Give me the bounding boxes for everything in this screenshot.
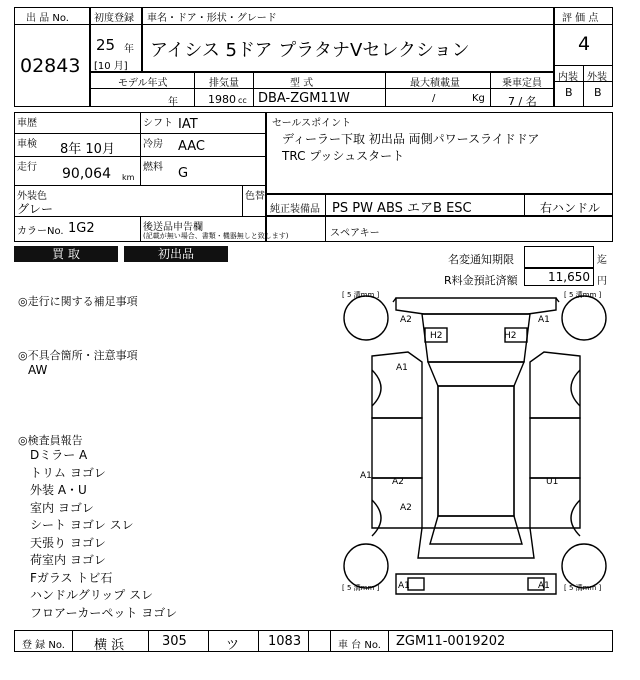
first-reg-month: [10 月]: [94, 61, 128, 72]
inspector-item: 天張り ヨゴレ: [30, 535, 106, 550]
first-reg-year: 25: [96, 36, 116, 54]
rear-bumper: [396, 574, 556, 594]
fuel-value: G: [178, 166, 189, 181]
reg-region: 横 浜: [94, 638, 125, 653]
rear-window: [430, 516, 522, 544]
lot-number: 02843: [20, 55, 81, 77]
grade-label: 評 価 点: [562, 13, 599, 24]
color-no-value: 1G2: [68, 221, 95, 236]
reg-number: 1083: [268, 634, 302, 649]
reg-class: 305: [162, 634, 187, 649]
tire-rear-left: [344, 544, 388, 588]
reg-label: 登 録 No.: [22, 640, 65, 651]
shift-label: シフト: [143, 118, 173, 129]
damage-mark: A1: [538, 581, 550, 591]
recycle-label: R料金預託済額: [444, 274, 518, 287]
inspection-label: 車検: [17, 139, 37, 150]
tire-front-left: [344, 296, 388, 340]
damage-mark: A2: [392, 477, 404, 487]
recycle-value: 11,650: [548, 270, 590, 284]
name-change-label: 名変通知期限: [448, 253, 514, 266]
tab-first-listing[interactable]: 初出品: [124, 246, 228, 262]
damage-mark: A2: [400, 503, 412, 513]
inspector-label: ◎検査員報告: [18, 434, 83, 447]
inspector-item: シート ヨゴレ スレ: [30, 518, 134, 532]
shift-value: IAT: [178, 117, 198, 132]
capacity-value: 7 / 名: [508, 95, 537, 108]
tire-label-tl: [ 5 溝mm ]: [342, 291, 380, 299]
capacity-label: 乗車定員: [502, 78, 542, 89]
inspector-item: ハンドルグリップ スレ: [30, 588, 154, 602]
tailgate: [418, 528, 534, 558]
color-change-label: 色替: [245, 191, 265, 202]
lot-label: 出 品 No.: [26, 13, 69, 24]
interior-grade: B: [565, 86, 573, 99]
vehicle-name: アイシス 5ドア プラタナVセレクション: [150, 40, 470, 61]
displacement-value: 1980: [208, 93, 236, 106]
damage-mark: U1: [546, 477, 559, 487]
left-front-door: [372, 418, 422, 478]
tab-buy[interactable]: 買 取: [14, 246, 118, 262]
tire-front-right: [562, 296, 606, 340]
defects-label: ◎不具合箇所・注意事項: [18, 349, 138, 362]
damage-mark: A1: [538, 315, 550, 325]
type-value: DBA-ZGM11W: [258, 91, 350, 106]
inspector-item: 外装 A・U: [30, 483, 87, 497]
aftermarket-note: (記載が無い場合、書類・機器無しと致します): [143, 232, 289, 240]
damage-mark: A2: [400, 315, 412, 325]
right-front-door: [530, 418, 580, 478]
chassis-label: 車 台 No.: [338, 640, 381, 651]
type-label: 型 式: [290, 78, 314, 89]
damage-mark: A1: [396, 363, 408, 373]
model-year-label: モデル年式: [118, 78, 168, 89]
interior-label: 内装: [558, 72, 578, 83]
fuel-label: 燃料: [143, 162, 163, 173]
car-condition-diagram: [338, 288, 614, 628]
tire-label-tr: [ 5 溝mm ]: [564, 291, 602, 299]
color-no-label: カラーNo.: [17, 226, 64, 237]
chassis-value: ZGM11-0019202: [396, 634, 506, 649]
inspection-value: 8年 10月: [60, 142, 115, 157]
inspector-item: トリム ヨゴレ: [30, 465, 106, 480]
sales-point-label: セールスポイント: [272, 118, 352, 129]
mileage-label: 走行: [17, 162, 37, 173]
max-load-label: 最大積載量: [410, 78, 460, 89]
exterior-grade: B: [594, 86, 602, 99]
mileage-unit: km: [122, 173, 135, 182]
damage-mark: A1: [360, 471, 372, 481]
displacement-unit: cc: [238, 96, 247, 105]
inspector-item: 室内 ヨゴレ: [30, 500, 94, 515]
max-load-unit: Kg: [472, 93, 485, 104]
sales-point-1: ディーラー下取 初出品 両側パワースライドドア: [282, 132, 540, 146]
aftermarket-value: スペアキー: [330, 228, 380, 239]
model-year-unit: 年: [168, 97, 178, 108]
inspector-item: フロアーカーペット ヨゴレ: [30, 605, 178, 620]
inspector-item: Dミラー A: [30, 448, 88, 462]
ac-label: 冷房: [143, 139, 163, 150]
ext-color-value: グレー: [17, 202, 54, 216]
supplement-label: ◎走行に関する補足事項: [18, 295, 138, 308]
damage-mark: H2: [504, 331, 517, 341]
windshield: [428, 362, 524, 386]
equipment-value: PS PW ABS エアB ESC: [332, 201, 472, 216]
ac-value: AAC: [178, 139, 205, 154]
defects-value: AW: [28, 363, 48, 377]
name-change-unit: 迄: [597, 255, 607, 266]
inspector-item: Fガラス トビ石: [30, 570, 113, 585]
exterior-label: 外装: [587, 72, 607, 83]
tire-label-bl: [ 5 溝mm ]: [342, 584, 380, 592]
first-reg-label: 初度登録: [94, 13, 134, 24]
roof: [438, 386, 514, 516]
max-load-value: /: [432, 93, 436, 104]
mileage-value: 90,064: [62, 166, 111, 182]
displacement-label: 排気量: [209, 78, 239, 89]
damage-mark: H2: [430, 331, 443, 341]
front-bumper: [396, 298, 556, 314]
tire-rear-right: [562, 544, 606, 588]
aftermarket-label: 後送品申告欄: [143, 222, 203, 233]
reg-kana: ツ: [226, 638, 240, 653]
overall-grade: 4: [578, 33, 591, 55]
inspector-item: 荷室内 ヨゴレ: [30, 553, 106, 567]
aftermarket-row: [266, 216, 613, 242]
equipment-label: 純正装備品: [270, 204, 320, 215]
steering-value: 右ハンドル: [540, 201, 601, 215]
tire-label-br: [ 5 溝mm ]: [564, 584, 602, 592]
right-front-fender: [530, 352, 580, 418]
year-unit: 年: [124, 44, 134, 55]
vehicle-label: 車名・ドア・形状・グレード: [147, 13, 277, 24]
history-label: 車歴: [17, 118, 37, 129]
name-change-box: [524, 246, 594, 268]
sales-point-2: TRC プッシュスタート: [282, 149, 405, 163]
recycle-unit: 円: [597, 276, 607, 287]
inspector-list: [30, 446, 177, 621]
damage-mark: A1: [398, 581, 410, 591]
left-front-fender: [372, 352, 422, 418]
ext-color-label: 外装色: [17, 191, 47, 202]
